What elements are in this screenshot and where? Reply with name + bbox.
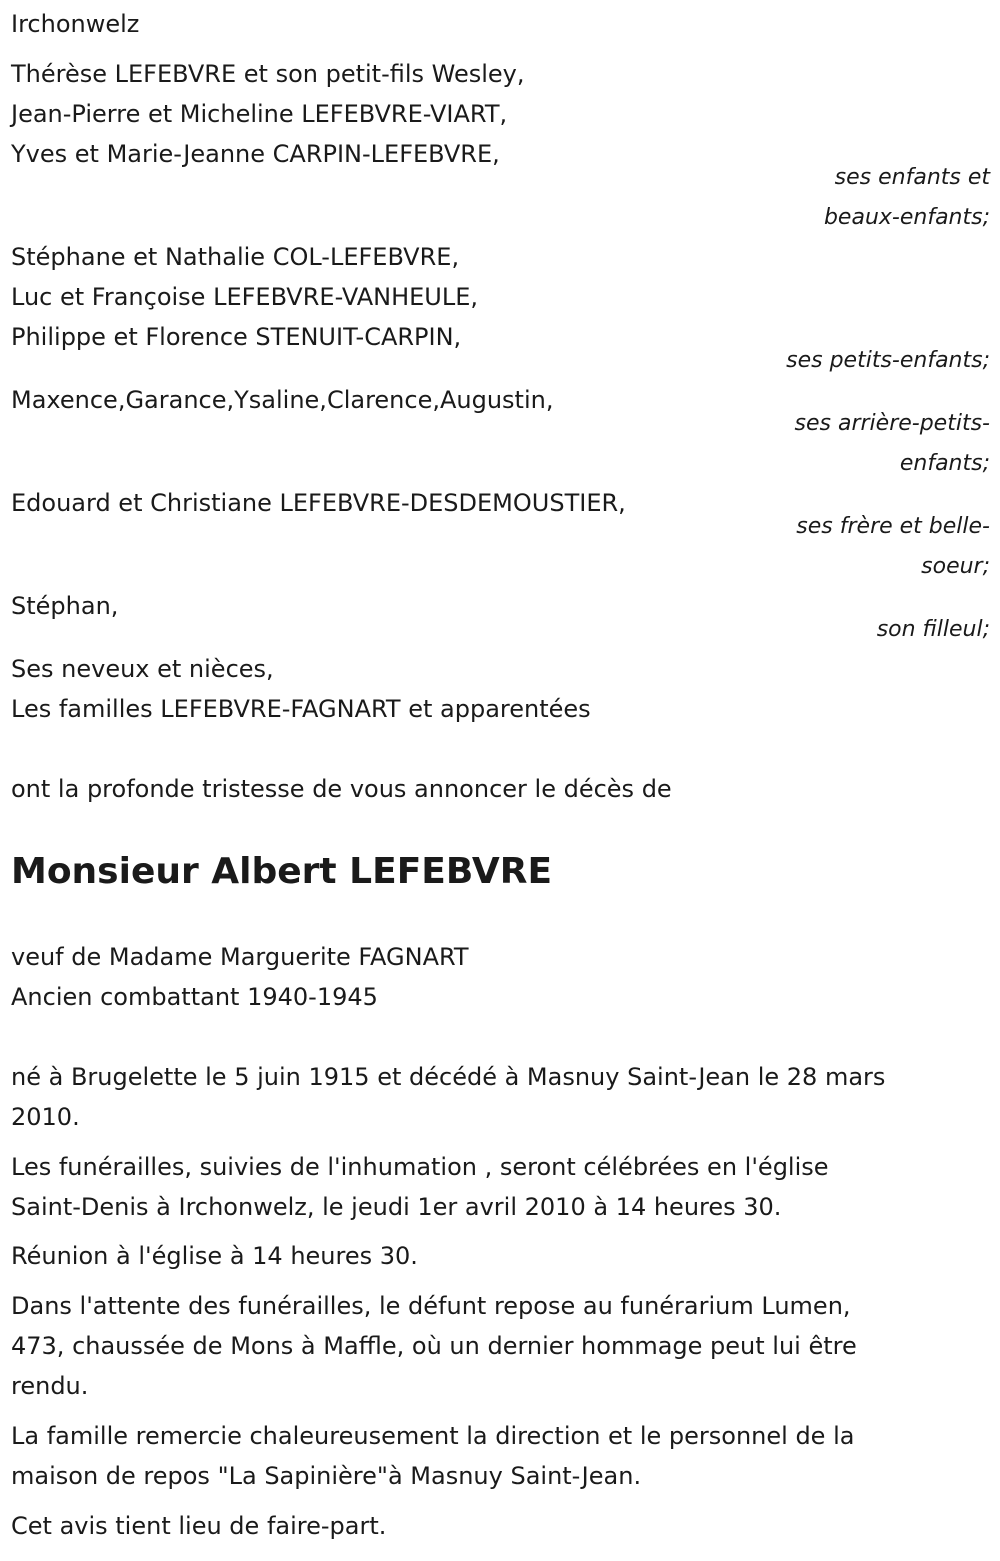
thanks-line: La famille remercie chaleureusement la direction et le personnel de la: [11, 1422, 855, 1450]
funeral-line: Saint-Denis à Irchonwelz, le jeudi 1er avril 2010 à 14 heures 30.: [11, 1193, 782, 1221]
relation-label: ses enfants et: [834, 165, 990, 190]
birth-death-line: né à Brugelette le 5 juin 1915 et décédé à Masnuy Saint-Jean le 28 mars: [11, 1063, 886, 1091]
family-line: Thérèse LEFEBVRE et son petit-fils Wesley,: [11, 60, 525, 88]
funeral-line: Les funérailles, suivies de l'inhumation , seront célébrées en l'église: [11, 1153, 829, 1181]
family-line: Philippe et Florence STENUIT-CARPIN,: [11, 323, 462, 351]
relation-label: ses frère et belle-: [796, 514, 990, 539]
relation-label: beaux-enfants;: [823, 205, 990, 230]
family-line: Maxence,Garance,Ysaline,Clarence,Augustin,: [11, 386, 554, 414]
birth-death-line: 2010.: [11, 1103, 80, 1131]
family-line: Jean-Pierre et Micheline LEFEBVRE-VIART,: [11, 100, 508, 128]
notice-line: Cet avis tient lieu de faire-part.: [11, 1512, 387, 1540]
relation-label: ses arrière-petits-: [794, 411, 990, 436]
repose-line: rendu.: [11, 1372, 89, 1400]
repose-line: Dans l'attente des funérailles, le défunt repose au funérarium Lumen,: [11, 1292, 851, 1320]
relation-label: ses petits-enfants;: [786, 348, 990, 373]
family-line: Stéphane et Nathalie COL-LEFEBVRE,: [11, 243, 460, 271]
thanks-line: maison de repos "La Sapinière"à Masnuy Saint-Jean.: [11, 1462, 642, 1490]
relation-label: son filleul;: [876, 617, 990, 642]
place-name: Irchonwelz: [11, 10, 140, 38]
repose-line: 473, chaussée de Mons à Maffle, où un dernier hommage peut lui être: [11, 1332, 857, 1360]
relation-label: enfants;: [899, 451, 990, 476]
family-line: Les familles LEFEBVRE-FAGNART et apparentées: [11, 695, 591, 723]
family-line: Stéphan,: [11, 592, 119, 620]
announcement-text: ont la profonde tristesse de vous annoncer le décès de: [11, 775, 672, 803]
veteran-line: Ancien combattant 1940-1945: [11, 983, 378, 1011]
meeting-line: Réunion à l'église à 14 heures 30.: [11, 1242, 418, 1270]
family-line: Luc et Françoise LEFEBVRE-VANHEULE,: [11, 283, 479, 311]
family-line: Yves et Marie-Jeanne CARPIN-LEFEBVRE,: [11, 140, 500, 168]
family-line: Ses neveux et nièces,: [11, 655, 274, 683]
deceased-name: Monsieur Albert LEFEBVRE: [11, 851, 553, 892]
relation-label: soeur;: [921, 554, 990, 579]
family-line: Edouard et Christiane LEFEBVRE-DESDEMOUSTIER,: [11, 489, 626, 517]
widower-line: veuf de Madame Marguerite FAGNART: [11, 943, 469, 971]
